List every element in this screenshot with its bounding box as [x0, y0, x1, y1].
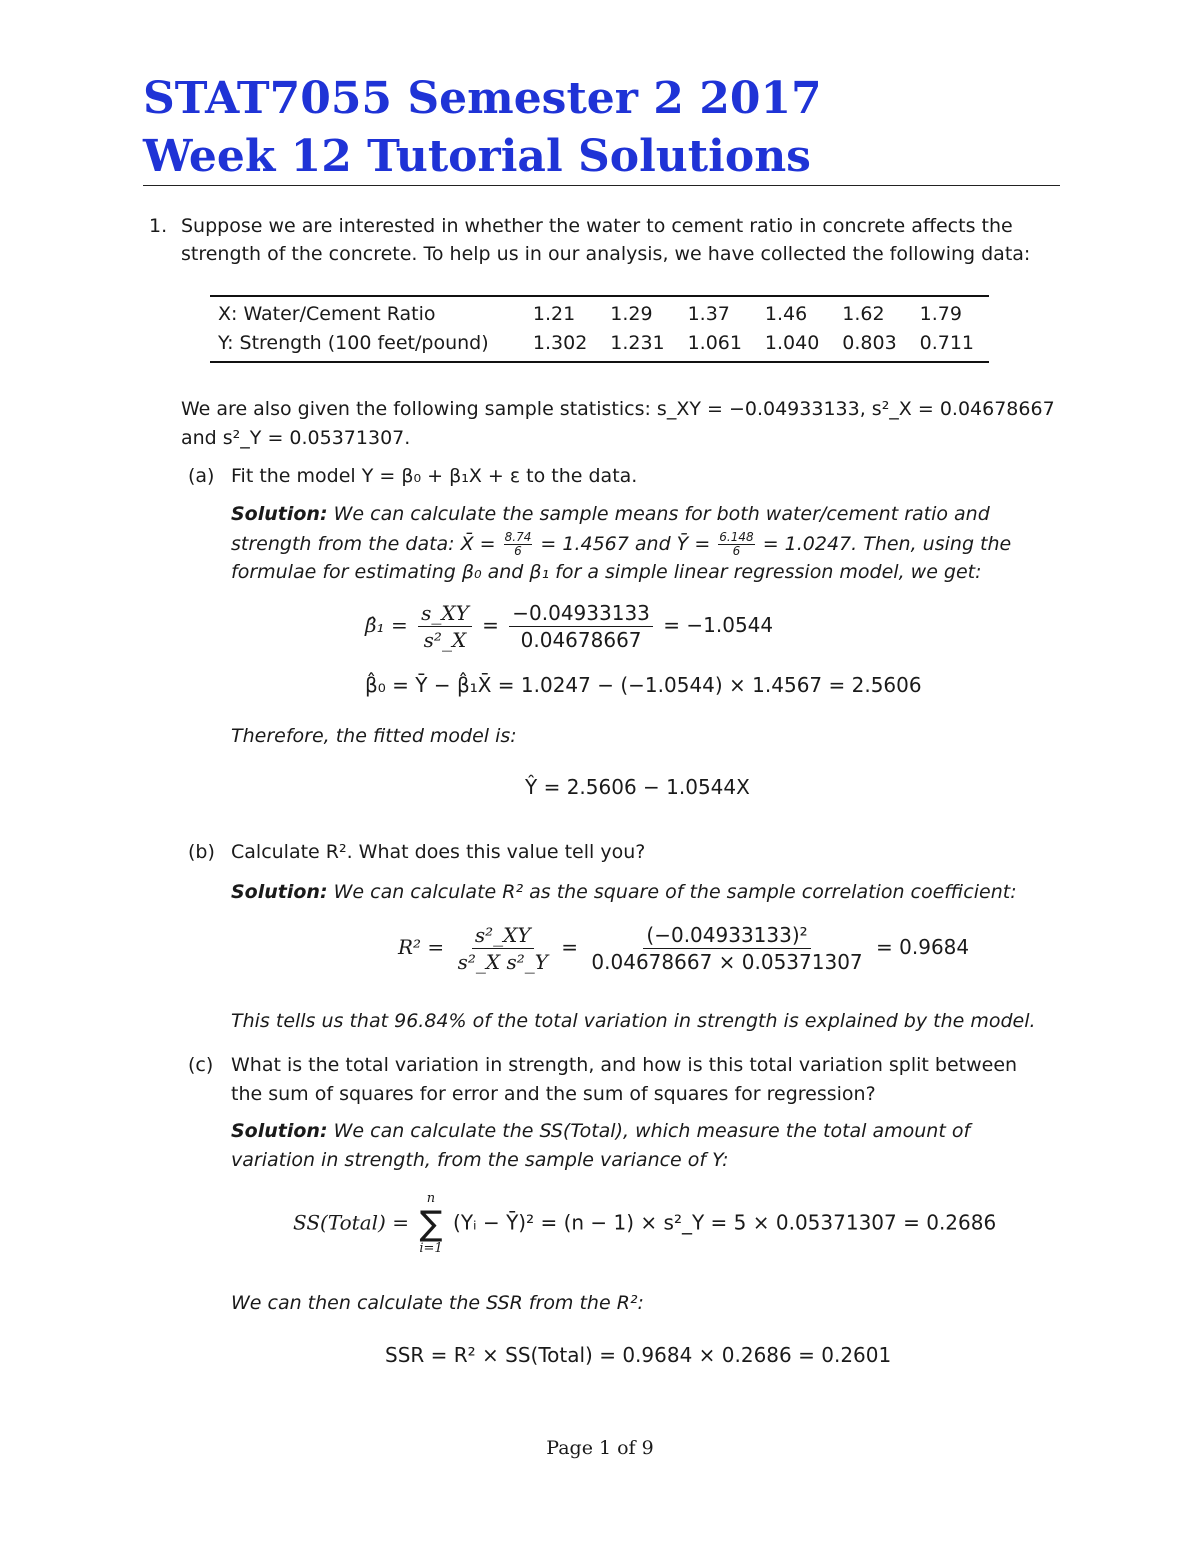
fraction-denominator: s²_X: [423, 628, 467, 652]
xbar-fraction: [504, 531, 533, 558]
title-line-1: STAT7055 Semester 2 2017: [143, 73, 822, 124]
table-cell: 1.21: [525, 296, 602, 329]
table-cell: 1.061: [680, 329, 757, 362]
equation-result: = −1.0544: [663, 613, 774, 637]
part-a-label: (a): [188, 465, 215, 487]
part-b-label: (b): [188, 841, 215, 863]
fraction-numerator: 8.74: [504, 530, 532, 544]
table-row-y: [210, 329, 989, 362]
part-b-conclusion: This tells us that 96.84% of the total variation in strength is explained by the model.: [231, 1010, 1036, 1032]
page-number: Page 1 of 9: [546, 1437, 654, 1459]
table-cell: 1.302: [525, 329, 602, 362]
fitted-model-equation: Ŷ = 2.5606 − 1.0544X: [525, 775, 750, 799]
solution-label: Solution:: [231, 503, 328, 525]
ybar-fraction: [718, 531, 754, 558]
solution-text: = 1.0247. Then, using the: [762, 533, 1012, 555]
part-c-question-line-1: What is the total variation in strength, and how is this total variation split between: [231, 1054, 1018, 1076]
table-cell: 1.040: [757, 329, 834, 362]
table-row-x: [210, 296, 989, 329]
part-a-question: Fit the model Y = β₀ + β₁X + ε to the data.: [231, 465, 638, 487]
part-c-then-text: We can then calculate the SSR from the R²:: [231, 1292, 644, 1314]
part-c-question-line-2: the sum of squares for error and the sum of squares for regression?: [231, 1083, 876, 1105]
summation-sign: [419, 1192, 442, 1256]
equation-rhs: (Yᵢ − Ȳ)² = (n − 1) × s²_Y = 5 × 0.05371307 = 0.2686: [453, 1210, 997, 1235]
table-cell: 0.711: [912, 329, 989, 362]
beta1-equation: [365, 600, 773, 653]
fraction-numerator: −0.04933133: [509, 600, 653, 627]
solution-label: Solution:: [231, 1120, 328, 1142]
summation-lower-limit: i=1: [419, 1241, 443, 1256]
row-label-x: X: Water/Cement Ratio: [210, 296, 525, 329]
equation-lhs: SS(Total) =: [293, 1210, 409, 1235]
part-b-question: Calculate R². What does this value tell you?: [231, 841, 646, 863]
part-a-solution-line-2: [231, 530, 1011, 558]
sigma-icon: ∑: [419, 1204, 443, 1244]
table-cell: 1.37: [680, 296, 757, 329]
data-table: [210, 295, 989, 363]
solution-label: Solution:: [231, 881, 328, 903]
intro-line-1: Suppose we are interested in whether the water to cement ratio in concrete affects the: [181, 215, 1013, 237]
fraction: [509, 600, 653, 653]
fraction-denominator: 6: [732, 544, 741, 558]
table-cell: 1.29: [602, 296, 679, 329]
title-rule: [143, 185, 1060, 186]
intro-line-2: strength of the concrete. To help us in our analysis, we have collected the following data:: [181, 243, 1031, 265]
question-number: 1.: [149, 215, 168, 237]
stats-line-2: and s²_Y = 0.05371307.: [181, 427, 411, 449]
equation-lhs: R² =: [398, 935, 445, 959]
solution-text: We can calculate the SS(Total), which measure the total amount of: [333, 1120, 971, 1142]
part-c-solution-line-2: variation in strength, from the sample variance of Y:: [231, 1149, 729, 1171]
part-a-solution-line-3: formulae for estimating β₀ and β₁ for a simple linear regression model, we get:: [231, 561, 982, 583]
beta0-equation: β̂₀ = Ȳ − β̂₁X̄ = 1.0247 − (−1.0544) × 1.4567 = 2.5606: [365, 673, 922, 697]
title-line-2: Week 12 Tutorial Solutions: [143, 131, 811, 182]
table-cell: 1.79: [912, 296, 989, 329]
solution-text: = 1.4567 and Ȳ =: [540, 533, 711, 555]
fraction-numerator: (−0.04933133)²: [643, 922, 810, 949]
part-a-solution-line-1: [231, 500, 990, 528]
ssr-equation: SSR = R² × SS(Total) = 0.9684 × 0.2686 = 0.2601: [385, 1343, 892, 1367]
stats-line-1: We are also given the following sample statistics: s_XY = −0.04933133, s²_X = 0.04678667: [181, 398, 1055, 420]
equals-sign: =: [482, 613, 499, 637]
fraction: [418, 600, 472, 653]
solution-text: We can calculate R² as the square of the sample correlation coefficient:: [333, 881, 1017, 903]
fraction-denominator: 0.04678667 × 0.05371307: [591, 950, 863, 974]
therefore-text: Therefore, the fitted model is:: [231, 725, 517, 747]
solution-text: strength from the data: X̄ =: [231, 533, 496, 555]
ss-total-equation: [293, 1192, 996, 1256]
table-cell: 0.803: [834, 329, 911, 362]
solution-text: We can calculate the sample means for both water/cement ratio and: [333, 503, 990, 525]
part-c-solution-line-1: [231, 1117, 970, 1145]
table-cell: 1.231: [602, 329, 679, 362]
equation-result: = 0.9684: [876, 935, 970, 959]
document-title: [143, 70, 822, 186]
fraction-numerator: 6.148: [719, 530, 754, 544]
r-squared-equation: [398, 922, 969, 975]
fraction-denominator: 0.04678667: [520, 628, 642, 652]
fraction-denominator: s²_X s²_Y: [457, 950, 548, 974]
row-label-y: Y: Strength (100 feet/pound): [210, 329, 525, 362]
part-c-label: (c): [188, 1054, 214, 1076]
fraction: [455, 922, 551, 975]
equation-lhs: β̂₁ =: [365, 613, 408, 637]
equals-sign: =: [561, 935, 579, 959]
fraction: [588, 922, 865, 975]
fraction-numerator: s_XY: [418, 600, 472, 627]
table-cell: 1.46: [757, 296, 834, 329]
fraction-denominator: 6: [514, 544, 522, 558]
table-cell: 1.62: [834, 296, 911, 329]
fraction-numerator: s²_XY: [472, 922, 534, 949]
summation-upper-limit: n: [426, 1191, 436, 1206]
part-b-solution: [231, 878, 1017, 906]
